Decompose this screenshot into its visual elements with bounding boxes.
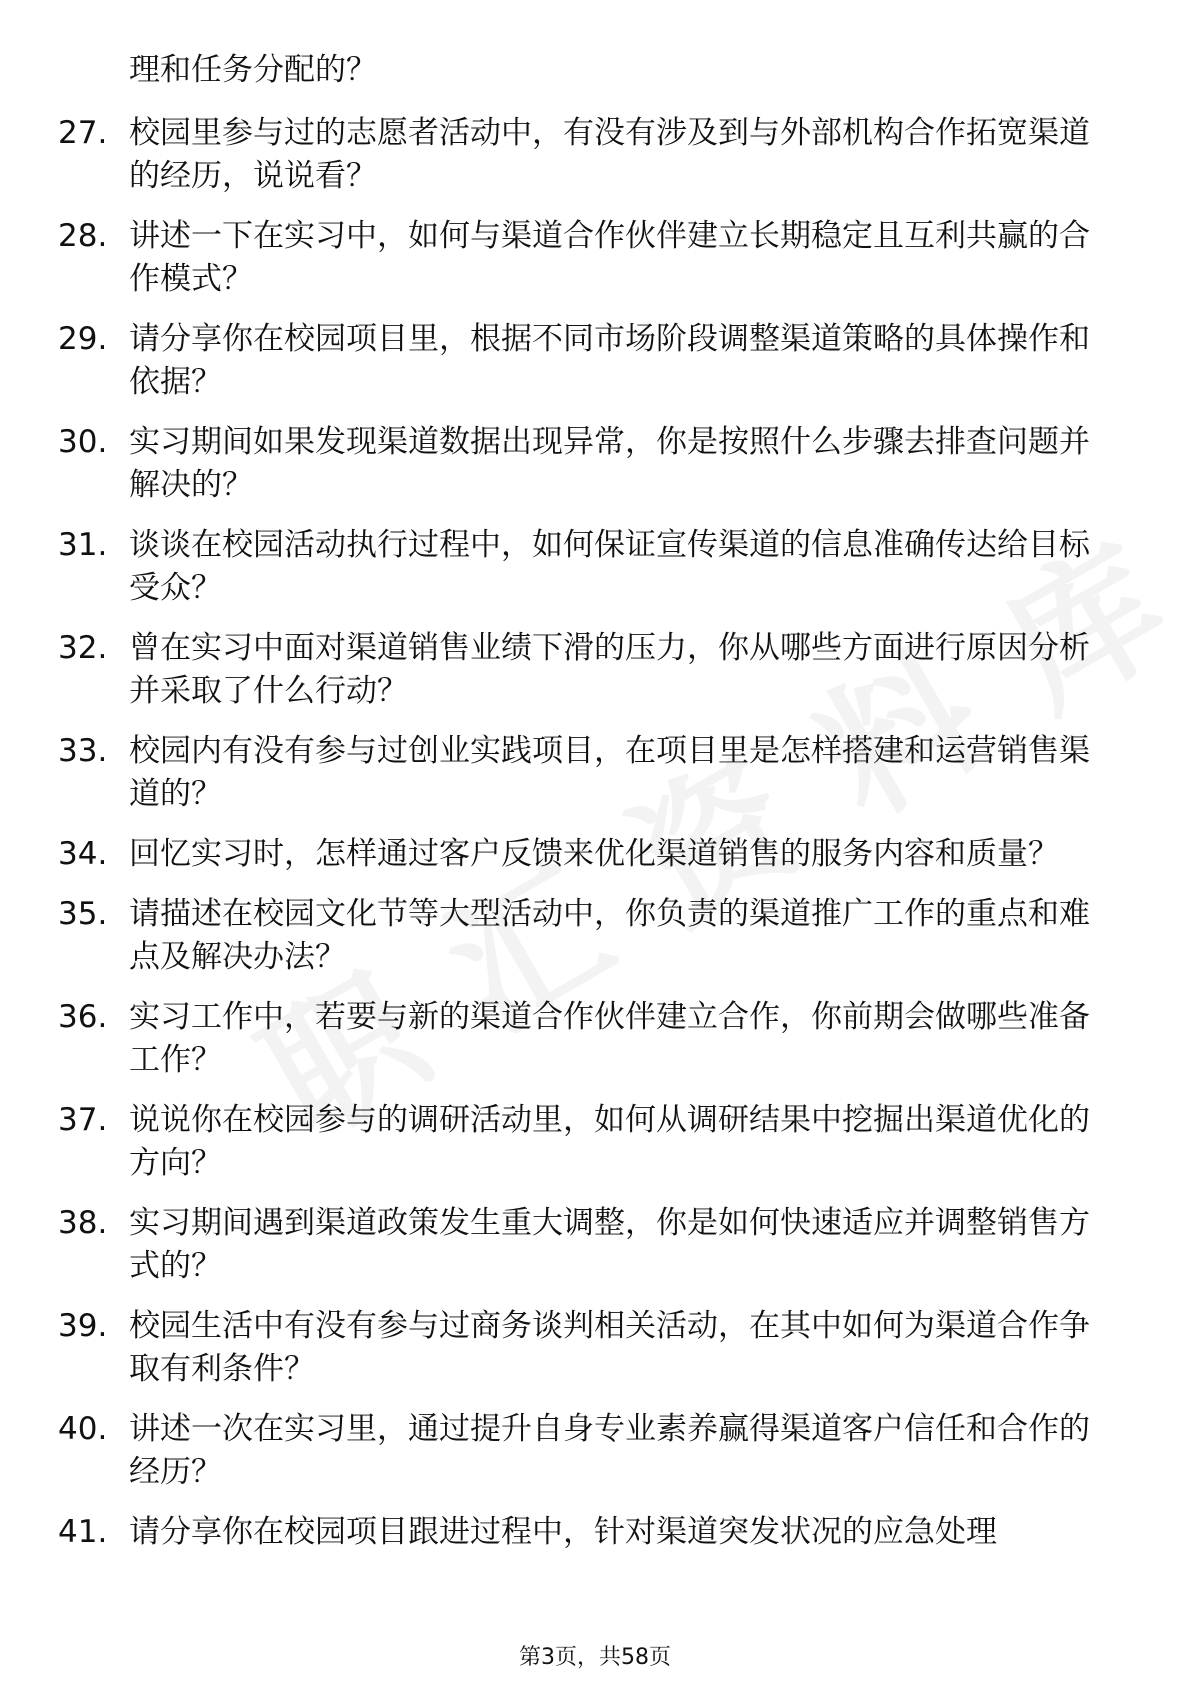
question-item	[58, 627, 1108, 713]
question-number: 40.	[58, 1411, 108, 1447]
question-item	[58, 1305, 1108, 1391]
question-number: 30.	[58, 424, 108, 460]
question-item	[58, 730, 1108, 816]
question-number: 37.	[58, 1102, 108, 1138]
question-list	[58, 112, 1108, 1554]
question-text: 谈谈在校园活动执行过程中，如何保证宣传渠道的信息准确传达给目标受众？	[129, 527, 1090, 606]
question-number: 29.	[58, 321, 108, 357]
question-text: 讲述一下在实习中，如何与渠道合作伙伴建立长期稳定且互利共赢的合作模式？	[129, 218, 1090, 297]
question-text: 曾在实习中面对渠道销售业绩下滑的压力，你从哪些方面进行原因分析并采取了什么行动？	[129, 630, 1090, 709]
question-item	[58, 1511, 1108, 1554]
question-number: 36.	[58, 999, 108, 1035]
question-item	[58, 421, 1108, 507]
page-footer: 第3页，共58页	[519, 1645, 671, 1670]
continued-question-text: 理和任务分配的？	[129, 52, 377, 88]
question-item	[58, 1408, 1108, 1494]
question-text: 讲述一次在实习里，通过提升自身专业素养赢得渠道客户信任和合作的经历？	[129, 1411, 1090, 1490]
question-item	[58, 318, 1108, 404]
question-text: 请描述在校园文化节等大型活动中，你负责的渠道推广工作的重点和难点及解决办法？	[129, 896, 1090, 975]
question-text: 回忆实习时，怎样通过客户反馈来优化渠道销售的服务内容和质量？	[129, 836, 1059, 872]
question-number: 39.	[58, 1308, 108, 1344]
question-text: 请分享你在校园项目跟进过程中，针对渠道突发状况的应急处理	[129, 1514, 997, 1550]
question-text: 实习期间如果发现渠道数据出现异常，你是按照什么步骤去排查问题并解决的？	[129, 424, 1090, 503]
question-number: 28.	[58, 218, 108, 254]
question-number: 38.	[58, 1205, 108, 1241]
question-text: 校园里参与过的志愿者活动中，有没有涉及到与外部机构合作拓宽渠道的经历，说说看？	[129, 115, 1090, 194]
question-item	[58, 112, 1108, 198]
question-number: 41.	[58, 1514, 108, 1550]
question-text: 实习期间遇到渠道政策发生重大调整，你是如何快速适应并调整销售方式的？	[129, 1205, 1090, 1284]
question-text: 说说你在校园参与的调研活动里，如何从调研结果中挖掘出渠道优化的方向？	[129, 1102, 1090, 1181]
question-number: 31.	[58, 527, 108, 563]
question-text: 校园生活中有没有参与过商务谈判相关活动，在其中如何为渠道合作争取有利条件？	[129, 1308, 1090, 1387]
question-number: 34.	[58, 836, 108, 872]
question-item	[58, 833, 1108, 876]
question-item	[58, 893, 1108, 979]
question-number: 32.	[58, 630, 108, 666]
question-item	[58, 996, 1108, 1082]
question-item	[58, 1099, 1108, 1185]
question-item	[58, 215, 1108, 301]
question-number: 35.	[58, 896, 108, 932]
question-item	[58, 1202, 1108, 1288]
question-text: 校园内有没有参与过创业实践项目，在项目里是怎样搭建和运营销售渠道的？	[129, 733, 1090, 812]
question-text: 实习工作中，若要与新的渠道合作伙伴建立合作，你前期会做哪些准备工作？	[129, 999, 1090, 1078]
question-number: 33.	[58, 733, 108, 769]
question-text: 请分享你在校园项目里，根据不同市场阶段调整渠道策略的具体操作和依据？	[129, 321, 1090, 400]
question-number: 27.	[58, 115, 108, 151]
question-item	[58, 524, 1108, 610]
